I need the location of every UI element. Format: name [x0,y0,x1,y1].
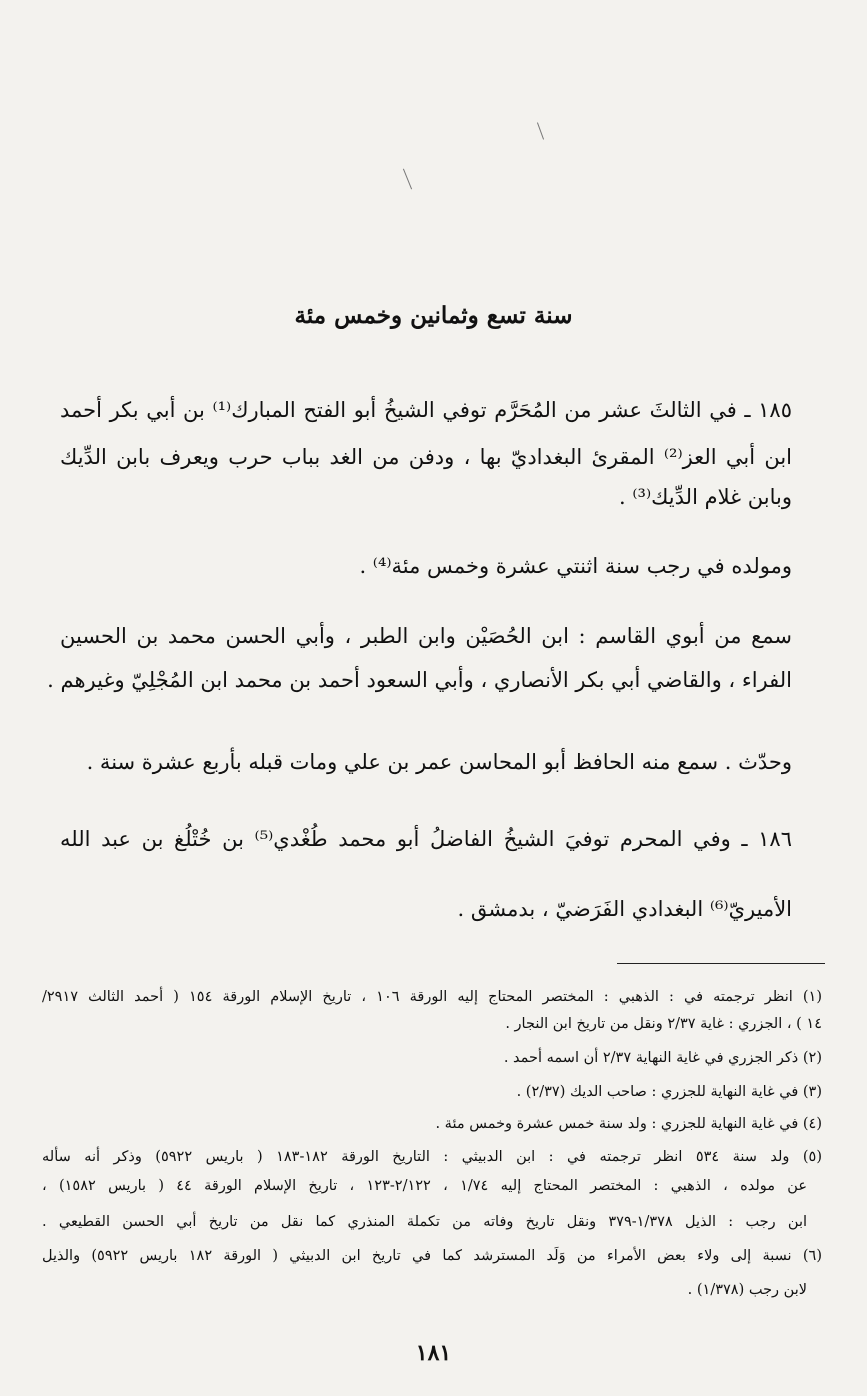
text-line: ومولده في رجب سنة اثنتي عشرة وخمس مئة⁽⁴⁾ . [359,554,792,578]
footnote-line: (١) انظر ترجمته في : الذهبي : المختصر المحتاج إليه الورقة ١٠٦ ، تاريخ الإسلام الورقة ١٥٤ ( أحمد الثالث ٢٩١٧/ [42,989,822,1005]
scan-mark [403,169,412,190]
text-line: وحدّث . سمع منه الحافظ أبو المحاسن عمر بن علي ومات قبله بأربع عشرة سنة . [86,750,792,774]
footnote-line: ابن رجب : الذيل ١/٣٧٨-٣٧٩ ونقل تاريخ وفاته من تكملة المنذري كما نقل من تاريخ أبي الحسن القطيعي . [42,1214,808,1230]
text-line: الفراء ، والقاضي أبي بكر الأنصاري ، وأبي السعود أحمد بن محمد ابن المُجْلِيّ وغيرهم . [47,668,792,692]
footnote-line: لابن رجب (١/٣٧٨) . [687,1282,807,1298]
page-number: ١٨١ [415,1340,452,1366]
text-line: ١٨٥ ـ في الثالثَ عشر من المُحَرَّم توفي الشيخُ أبو الفتح المبارك⁽¹⁾ بن أبي بكر أحمد [60,398,792,422]
footnote-line: (٦) نسبة إلى ولاء بعض الأمراء من وَلَد المسترشد كما في تاريخ ابن الدبيثي ( الورقة ١٨٢ باريس ٥٩٢٢) والذيل [42,1248,822,1264]
footnote-divider [617,963,825,964]
scan-mark [537,122,544,139]
footnote-line: (٤) في غاية النهاية للجزري : ولد سنة خمس عشرة وخمس مئة . [435,1116,822,1132]
page-heading: سنة تسع وثمانين وخمس مئة [294,302,573,329]
text-line: سمع من أبوي القاسم : ابن الحُصَيْن وابن الطبر ، وأبي الحسن محمد بن الحسين [60,624,792,648]
footnote-line: (٣) في غاية النهاية للجزري : صاحب الديك (٢/٣٧) . [516,1084,822,1100]
text-line: ابن أبي العز⁽²⁾ المقرئ البغداديّ بها ، ودفن من الغد بباب حرب ويعرف بابن الدِّيك [60,445,792,469]
footnote-line: عن مولده ، الذهبي : المختصر المحتاج إليه ١/٧٤ ، ٢/١٢٢-١٢٣ ، تاريخ الإسلام الورقة ٤٤ ( باريس ١٥٨٢) ، [42,1178,807,1194]
footnote-line: ١٤ ) ، الجزري : غاية ٢/٣٧ ونقل من تاريخ ابن النجار . [505,1016,822,1032]
text-line: وبابن غلام الدِّيك⁽³⁾ . [619,485,792,509]
footnote-line: (٥) ولد سنة ٥٣٤ انظر ترجمته في : ابن الدبيثي : التاريخ الورقة ١٨٢-١٨٣ ( باريس ٥٩٢٢) وذكر أنه سأله [42,1149,822,1165]
text-line: ١٨٦ ـ وفي المحرم توفيَ الشيخُ الفاضلُ أبو محمد طُغْدي⁽⁵⁾ بن خُتْلُغ بن عبد الله [60,827,792,851]
footnote-line: (٢) ذكر الجزري في غاية النهاية ٢/٣٧ أن اسمه أحمد . [503,1050,822,1066]
text-line: الأميريّ⁽⁶⁾ البغدادي الفَرَضيّ ، بدمشق . [457,897,792,921]
